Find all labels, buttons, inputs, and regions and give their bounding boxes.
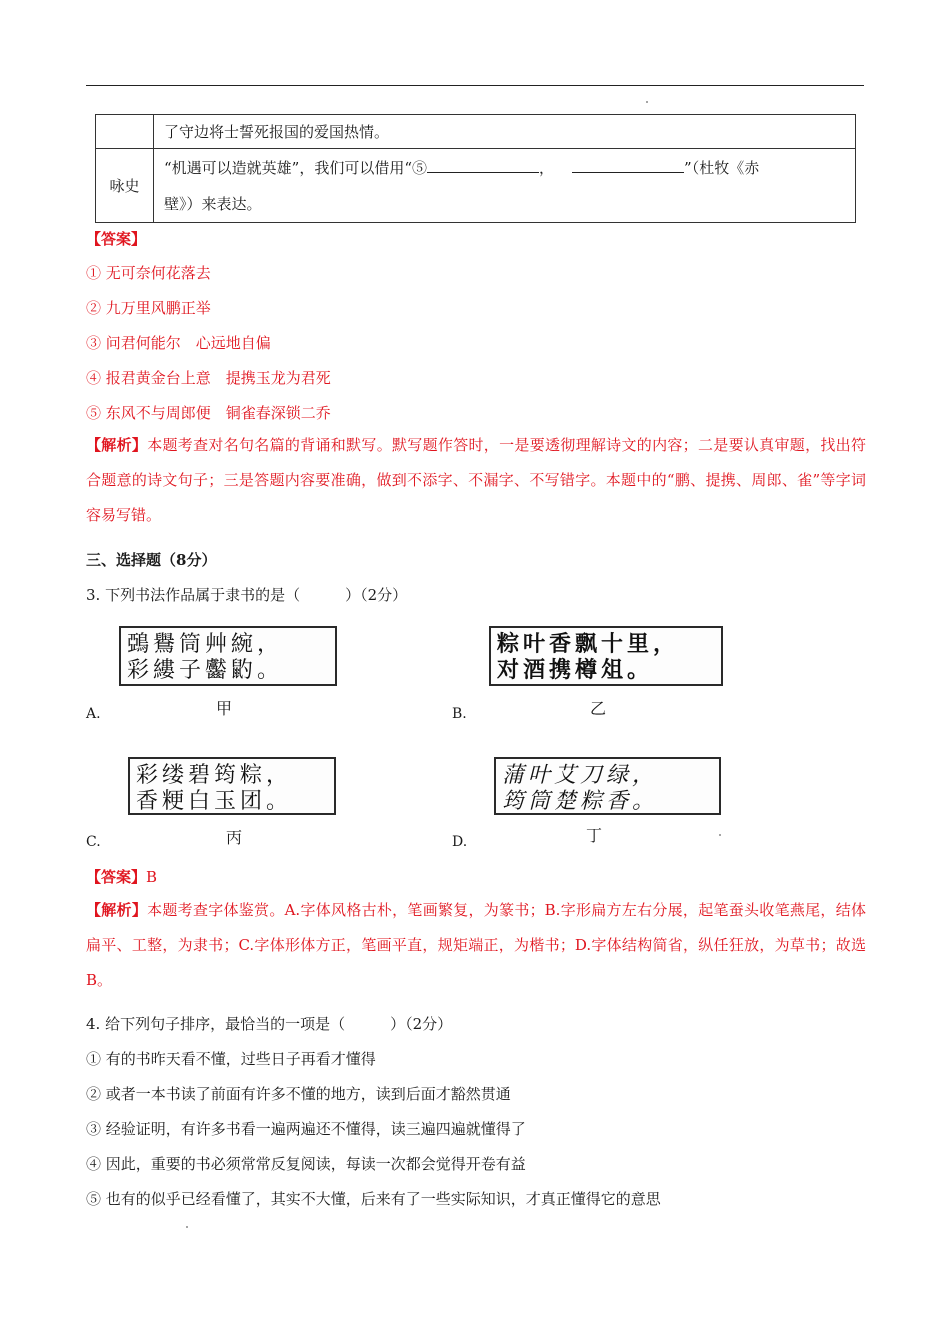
answer-item: ② 九万里风鹏正举 (86, 299, 211, 317)
question-stem: 4. 给下列句子排序，最恰当的一项是（ ）（2分） (86, 1015, 453, 1033)
table-cell-empty (96, 115, 154, 149)
calligraphy-line: 对酒携樽俎。 (497, 658, 654, 683)
answer-item: ③ 问君何能尔 心远地自偏 (86, 334, 271, 352)
analysis-paragraph (86, 893, 866, 998)
image-caption: 甲 (216, 699, 233, 718)
table-row (96, 149, 856, 223)
image-caption: 乙 (590, 699, 607, 718)
table-cell (154, 149, 856, 223)
analysis-tag: 【解析】 (86, 901, 148, 919)
table-text: ， (539, 158, 555, 177)
calligraphy-seal-image (119, 626, 337, 686)
calligraphy-cursive-image (494, 757, 721, 815)
calligraphy-line: 彩縷子齾䶂。 (127, 658, 284, 683)
calligraphy-line: 筠筒楚粽香。 (502, 789, 659, 814)
image-caption: 丁 (586, 826, 603, 845)
scan-dot (646, 101, 648, 103)
sentence-item: ⑤ 也有的似乎已经看懂了，其实不大懂，后来有了一些实际知识，才真正懂得它的意思 (86, 1190, 661, 1208)
table-text: 壁》）来表达。 (164, 194, 262, 213)
image-caption: 丙 (226, 828, 243, 847)
analysis-text: 本题考查对名句名篇的背诵和默写。默写题作答时，一是要透彻理解诗文的内容；二是要认真审题，找出符合题意的诗文句子；三是答题内容要准确，做到不添字、不漏字、不写错字。本题中的“鹏、提携、周郎、雀”等字词容易写错。 (86, 436, 866, 524)
option-label[interactable]: D. (452, 834, 468, 850)
calligraphy-line: 粽叶香飘十里， (497, 632, 680, 657)
option-label[interactable]: A. (86, 706, 101, 722)
sentence-item: ① 有的书昨天看不懂，过些日子再看才懂得 (86, 1050, 376, 1068)
table-cell: 了守边将士誓死报国的爱国热情。 (154, 115, 856, 149)
analysis-text: 本题考查字体鉴赏。A.字体风格古朴，笔画繁复，为篆书；B.字形扁方左右分展，起笔蚕头收笔燕尾，结体扁平、工整，为隶书；C.字体形体方正，笔画平直，规矩端正，为楷书；D.字体结构简省，纵任狂放，为草书；故选B。 (86, 901, 866, 989)
sentence-item: ② 或者一本书读了前面有许多不懂的地方，读到后面才豁然贯通 (86, 1085, 511, 1103)
fill-blank[interactable] (427, 157, 539, 173)
header-rule (86, 85, 864, 86)
sentence-item: ④ 因此，重要的书必须常常反复阅读，每读一次都会觉得开卷有益 (86, 1155, 526, 1173)
calligraphy-regular-image (128, 757, 336, 815)
option-label[interactable]: C. (86, 834, 101, 850)
answer-item: ① 无可奈何花落去 (86, 264, 211, 282)
calligraphy-clerical-image (489, 626, 723, 686)
calligraphy-line: 彩缕碧筠粽， (136, 763, 293, 788)
scan-dot (719, 834, 721, 836)
answer-line (86, 866, 157, 887)
table-line (164, 150, 845, 186)
sentence-item: ③ 经验证明，有许多书看一遍两遍还不懂得，读三遍四遍就懂得了 (86, 1120, 526, 1138)
table-cell-label: 咏史 (96, 149, 154, 223)
answer-value: B (146, 868, 158, 886)
table-text: ”（杜牧《赤 (684, 158, 760, 177)
option-label[interactable]: B. (452, 706, 467, 722)
fill-blank[interactable] (572, 157, 684, 173)
calligraphy-line: 香粳白玉团。 (136, 789, 293, 814)
analysis-tag: 【解析】 (86, 436, 148, 454)
analysis-paragraph (86, 428, 866, 533)
poetry-table (95, 114, 856, 223)
question-stem: 3. 下列书法作品属于隶书的是（ ）（2分） (86, 586, 408, 604)
scan-dot (186, 1226, 188, 1228)
answer-heading: 【答案】 (86, 230, 147, 248)
answer-item: ⑤ 东风不与周郎便 铜雀春深锁二乔 (86, 404, 331, 422)
calligraphy-line: 鵶鸒筒艸綩， (127, 632, 284, 657)
table-row (96, 115, 856, 149)
calligraphy-line: 蒲叶艾刀绿， (502, 763, 659, 788)
section-heading: 三、选择题（8分） (86, 551, 217, 569)
answer-tag: 【答案】 (86, 868, 147, 886)
table-text: “机遇可以造就英雄”，我们可以借用“⑤ (164, 158, 428, 177)
answer-item: ④ 报君黄金台上意 提携玉龙为君死 (86, 369, 331, 387)
